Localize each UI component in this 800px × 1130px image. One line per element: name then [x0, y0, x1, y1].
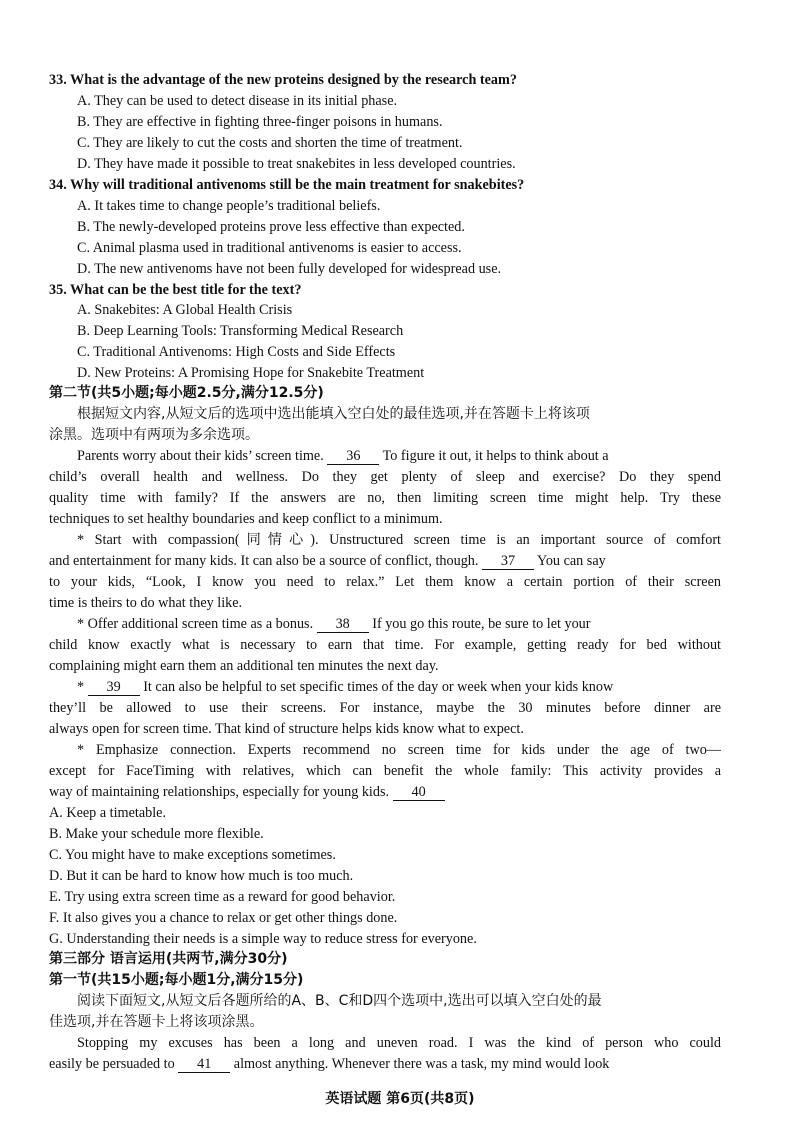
blank-40: 40: [393, 784, 445, 801]
question-33-option-b: B. They are effective in fighting three-finger poisons in humans.: [77, 114, 443, 130]
passage-text: easily be persuaded to: [49, 1056, 175, 1072]
part3-subheading: 第一节(共15小题;每小题1分,满分15分): [49, 972, 304, 988]
passage-p1-line4: techniques to set healthy boundaries and keep conflict to a minimum.: [49, 511, 443, 527]
passage-p5-line2: except for FaceTiming with relatives, which can benefit the whole family: This activity provides a: [49, 763, 721, 779]
question-34-option-a: A. It takes time to change people’s traditional beliefs.: [77, 198, 381, 214]
question-35-option-d: D. New Proteins: A Promising Hope for Snakebite Treatment: [77, 365, 425, 381]
passage-p5-line3: [49, 782, 445, 802]
choice-e: E. Try using extra screen time as a reward for good behavior.: [49, 889, 396, 905]
passage-text: To figure it out, it helps to think about a: [382, 448, 609, 464]
passage-text: Parents worry about their kids’ screen time.: [77, 448, 324, 464]
blank-41: 41: [178, 1056, 230, 1073]
section2-instruction-line1: 根据短文内容,从短文后的选项中选出能填入空白处的最佳选项,并在答题卡上将该项: [77, 406, 590, 422]
passage-p5-line1: * Emphasize connection. Experts recommend no screen time for kids under the age of two—: [77, 742, 721, 758]
passage-text: way of maintaining relationships, especially for young kids.: [49, 784, 390, 800]
passage-text: If you go this route, be sure to let your: [372, 616, 591, 632]
passage-p3-line2: child know exactly what is necessary to earn that time. For example, getting ready for bed without: [49, 637, 721, 653]
choice-c: C. You might have to make exceptions sometimes.: [49, 847, 336, 863]
part3-passage-line2: [49, 1054, 609, 1074]
question-34-option-c: C. Animal plasma used in traditional antivenoms is easier to access.: [77, 240, 462, 256]
page-footer: 英语试题 第6页(共8页): [325, 1091, 475, 1107]
question-33-option-c: C. They are likely to cut the costs and shorten the time of treatment.: [77, 135, 463, 151]
passage-p3-line1: [77, 614, 591, 634]
blank-36: 36: [327, 448, 379, 465]
question-35-stem: 35. What can be the best title for the text?: [49, 282, 302, 298]
passage-text: * Offer additional screen time as a bonus.: [77, 616, 314, 632]
question-33-option-a: A. They can be used to detect disease in its initial phase.: [77, 93, 398, 109]
choice-a: A. Keep a timetable.: [49, 805, 166, 821]
part3-instruction-line1: 阅读下面短文,从短文后各题所给的A、B、C和D四个选项中,选出可以填入空白处的最: [77, 993, 602, 1009]
question-33-option-d: D. They have made it possible to treat snakebites in less developed countries.: [77, 156, 516, 172]
choice-f: F. It also gives you a chance to relax or get other things done.: [49, 910, 398, 926]
passage-p2-line1: * Start with compassion(同情心). Unstructured screen time is an important source of comfort: [77, 532, 721, 548]
passage-text: *: [77, 679, 85, 695]
blank-37: 37: [482, 553, 534, 570]
passage-text: and entertainment for many kids. It can also be a source of conflict, though.: [49, 553, 479, 569]
question-35-option-c: C. Traditional Antivenoms: High Costs and Side Effects: [77, 344, 396, 360]
question-34-option-d: D. The new antivenoms have not been fully developed for widespread use.: [77, 261, 502, 277]
question-35-option-b: B. Deep Learning Tools: Transforming Medical Research: [77, 323, 404, 339]
passage-p2-line3: to your kids, “Look, I know you need to relax.” Let them know a certain portion of their screen: [49, 574, 721, 590]
part3-heading: 第三部分 语言运用(共两节,满分30分): [49, 951, 288, 967]
section2-heading: 第二节(共5小题;每小题2.5分,满分12.5分): [49, 385, 324, 401]
question-34-stem: 34. Why will traditional antivenoms still be the main treatment for snakebites?: [49, 177, 525, 193]
passage-p4-line3: always open for screen time. That kind of structure helps kids know what to expect.: [49, 721, 524, 737]
question-33-stem: 33. What is the advantage of the new proteins designed by the research team?: [49, 72, 517, 88]
part3-passage-line1: Stopping my excuses has been a long and uneven road. I was the kind of person who could: [77, 1035, 721, 1051]
passage-p1-line2: child’s overall health and wellness. Do they get plenty of sleep and exercise? Do they spend: [49, 469, 721, 485]
blank-39: 39: [88, 679, 140, 696]
passage-p4-line2: they’ll be allowed to use their screens. For instance, maybe the 30 minutes before dinner are: [49, 700, 721, 716]
passage-p3-line3: complaining might earn them an additional ten minutes the next day.: [49, 658, 439, 674]
choice-g: G. Understanding their needs is a simple way to reduce stress for everyone.: [49, 931, 477, 947]
passage-p4-line1: [77, 677, 613, 697]
passage-p1-line3: quality time with family? If the answers are no, then limiting screen time might help. Try these: [49, 490, 721, 506]
section2-instruction-line2: 涂黑。选项中有两项为多余选项。: [49, 427, 259, 443]
choice-b: B. Make your schedule more flexible.: [49, 826, 264, 842]
passage-text: You can say: [537, 553, 606, 569]
passage-p2-line4: time is theirs to do what they like.: [49, 595, 243, 611]
question-34-option-b: B. The newly-developed proteins prove less effective than expected.: [77, 219, 465, 235]
passage-p1-line1: [77, 446, 609, 466]
part3-instruction-line2: 佳选项,并在答题卡上将该项涂黑。: [49, 1014, 264, 1030]
question-35-option-a: A. Snakebites: A Global Health Crisis: [77, 302, 293, 318]
choice-d: D. But it can be hard to know how much is too much.: [49, 868, 354, 884]
passage-text: It can also be helpful to set specific times of the day or week when your kids know: [143, 679, 614, 695]
passage-p2-line2: [49, 551, 606, 571]
blank-38: 38: [317, 616, 369, 633]
passage-text: almost anything. Whenever there was a task, my mind would look: [233, 1056, 610, 1072]
